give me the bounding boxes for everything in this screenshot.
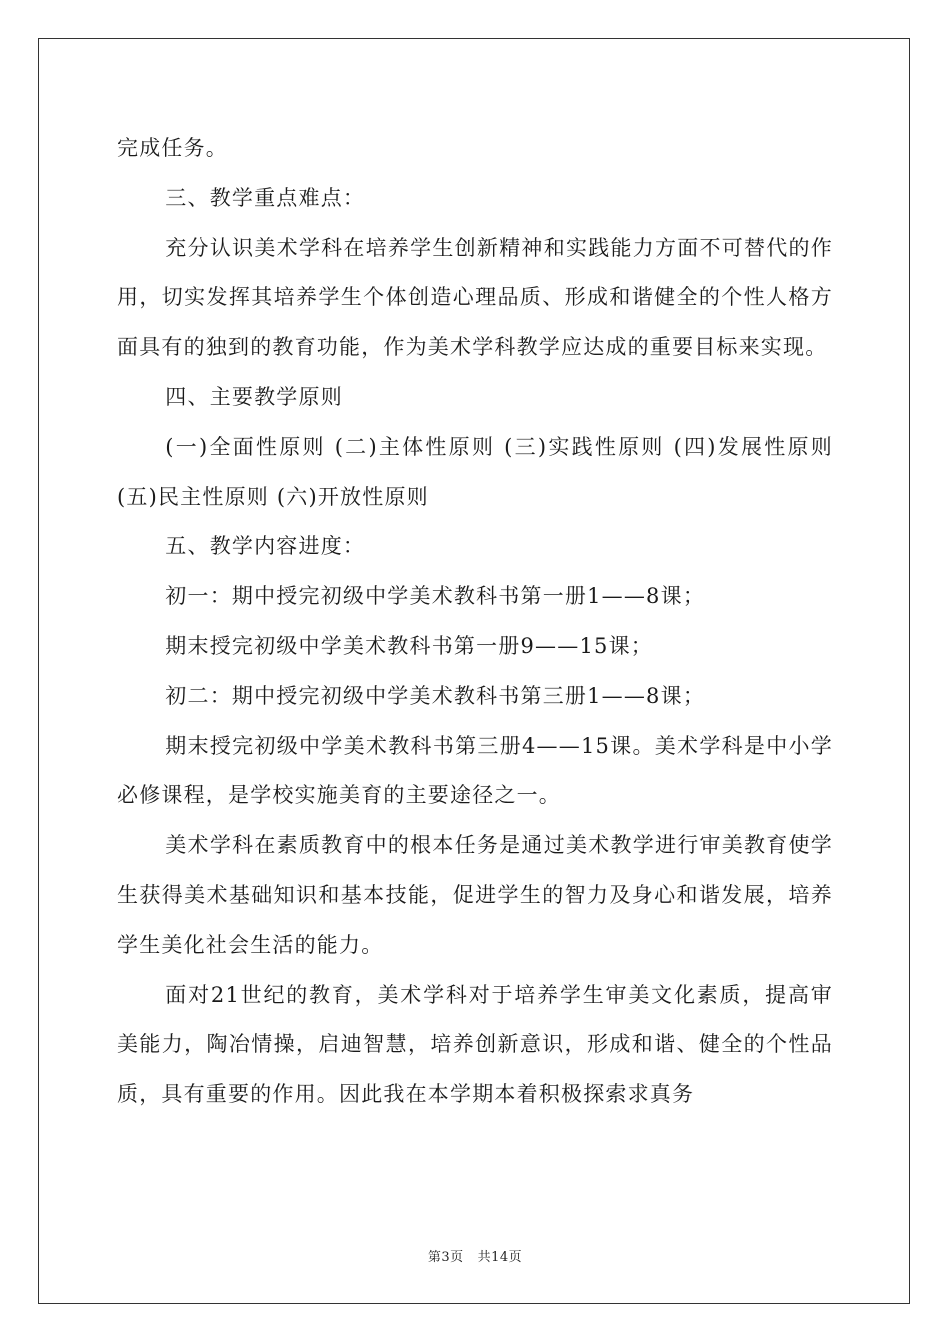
page-number: 第3页 (427, 1250, 464, 1265)
page-total: 共14页 (477, 1250, 523, 1265)
page-footer (0, 1246, 950, 1265)
section-heading: 五、教学内容进度： (165, 534, 366, 559)
paragraph: 充分认识美术学科在培养学生创新精神和实践能力方面不可替代的作用，切实发挥其培养学生个体创造心理品质、形成和谐健全的个性人格方面具有的独到的教育功能，作为美术学科教学应达成的重要目标来实现。 (117, 235, 833, 360)
paragraph: 初二：期中授完初级中学美术教科书第三册1——8课； (165, 683, 706, 708)
paragraph: (一)全面性原则 (二)主体性原则 (三)实践性原则 (四)发展性原则 (五)民主性原则 (六)开放性原则 (117, 434, 833, 509)
paragraph: 初一：期中授完初级中学美术教科书第一册1——8课； (165, 584, 706, 609)
section-heading: 四、主要教学原则 (165, 384, 343, 409)
document-body (117, 124, 833, 1120)
section-heading: 三、教学重点难点： (165, 185, 366, 210)
paragraph: 完成任务。 (117, 136, 228, 160)
paragraph: 美术学科在素质教育中的根本任务是通过美术教学进行审美教育使学生获得美术基础知识和基本技能，促进学生的智力及身心和谐发展，培养学生美化社会生活的能力。 (117, 833, 833, 957)
paragraph: 期末授完初级中学美术教科书第三册4——15课。美术学科是中小学必修课程，是学校实施美育的主要途径之一。 (117, 733, 833, 808)
paragraph: 面对21世纪的教育，美术学科对于培养学生审美文化素质，提高审美能力，陶冶情操，启迪智慧，培养创新意识，形成和谐、健全的个性品质，具有重要的作用。因此我在本学期本着积极探索求真务 (117, 982, 833, 1107)
paragraph: 期末授完初级中学美术教科书第一册9——15课； (165, 633, 653, 658)
